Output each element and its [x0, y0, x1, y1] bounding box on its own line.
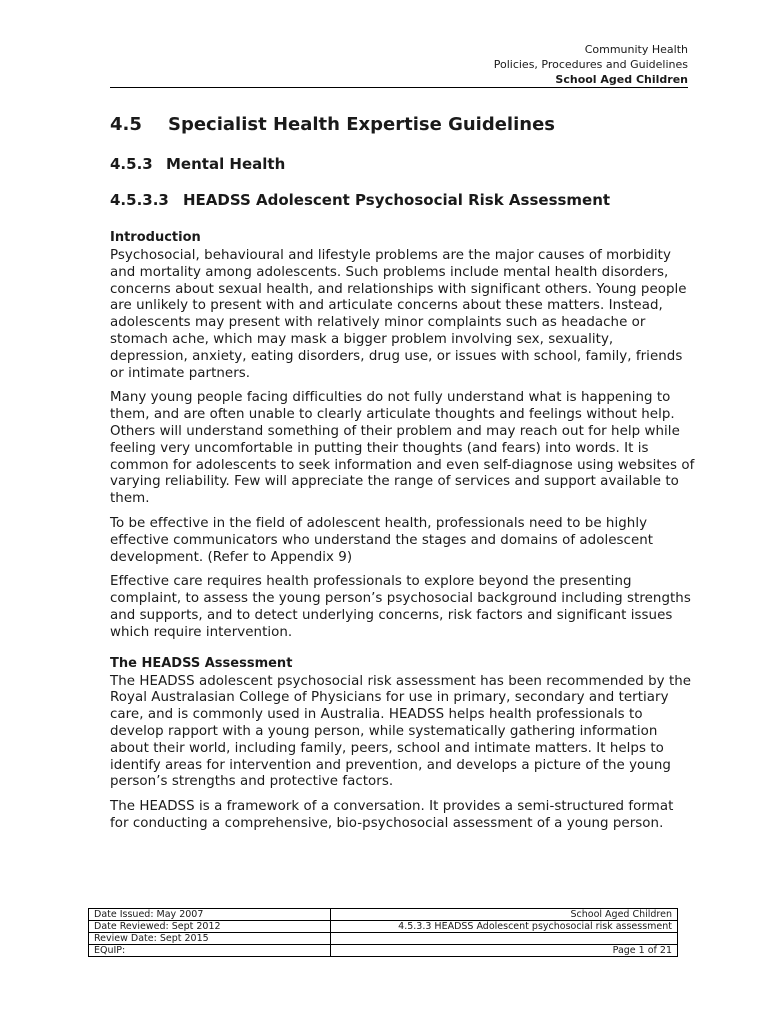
headss-paragraph: The HEADSS adolescent psychosocial risk assessment has been recommended by the Royal Australasian College of Physicians for use in primary, secondary and tertiary care, and is commonly used in Australia. HEADSS helps health professionals to develop rapport with a young person, while systematically gathering information about their world, including family, peers, school and intimate matters. It helps to identify areas for intervention and prevention, and develops a picture of the young person’s strengths and protective factors.	[110, 673, 692, 790]
section-title	[110, 112, 695, 138]
introduction-heading: Introduction	[110, 230, 201, 245]
section-number: 4.5	[110, 114, 142, 135]
section-title-text: Specialist Health Expertise Guidelines	[168, 114, 556, 135]
subsubsection-title	[110, 189, 695, 211]
header-section: School Aged Children	[555, 73, 688, 86]
header-org: Community Health	[584, 43, 688, 56]
headss-paragraph: The HEADSS is a framework of a conversation. It provides a semi-structured format for conducting a comprehensive, bio-psychosocial assessment of a young person.	[110, 799, 674, 831]
subsection-title-text: Mental Health	[166, 155, 286, 173]
introduction-paragraph: Many young people facing difficulties do not fully understand what is happening to them, and are often unable to clearly articulate thoughts and feelings without help. Others will understand something of their problem and may reach out for help while feeling very uncomfortable in putting their thoughts (and fears) into words. It is common for adolescents to seek information and even self-diagnose using websites of varying reliability. Few will appreciate the range of services and support available to them.	[110, 390, 695, 507]
document-body	[110, 112, 695, 841]
footer-section: School Aged Children	[331, 909, 678, 921]
footer-empty-cell	[331, 933, 678, 945]
introduction-paragraph: To be effective in the field of adolescent health, professionals need to be highly effective communicators who understand the stages and domains of adolescent development. (Refer to Appendix 9)	[110, 515, 654, 565]
footer-row	[89, 909, 678, 921]
footer-page-number: Page 1 of 21	[331, 945, 678, 957]
introduction-paragraph: Psychosocial, behavioural and lifestyle problems are the major causes of morbidity and mortality among adolescents. Such problems include mental health disorders, concerns about sexual health, and relationships with significant others. Young people are unlikely to present with and articulate concerns about these matters. Instead, adolescents may present with relatively minor complaints such as headache or stomach ache, which may mask a bigger problem involving sex, sexuality, depression, anxiety, eating disorders, drug use, or issues with school, family, friends or intimate partners.	[110, 248, 687, 381]
footer-table	[88, 908, 678, 957]
footer-review-date: Review Date: Sept 2015	[89, 933, 331, 945]
footer-equip: EQuIP:	[89, 945, 331, 957]
introduction-paragraph: Effective care requires health professionals to explore beyond the presenting complaint, to assess the young person’s psychosocial background including strengths and supports, and to detect underlying concerns, risk factors and significant issues which require intervention.	[110, 574, 691, 640]
subsection-title	[110, 153, 695, 175]
footer-date-reviewed: Date Reviewed: Sept 2012	[89, 921, 331, 933]
footer-row	[89, 921, 678, 933]
subsubsection-number: 4.5.3.3	[110, 191, 169, 209]
footer-doc-title: 4.5.3.3 HEADSS Adolescent psychosocial risk assessment	[331, 921, 678, 933]
footer-date-issued: Date Issued: May 2007	[89, 909, 331, 921]
footer-row	[89, 933, 678, 945]
header-divider	[110, 87, 688, 88]
subsection-number: 4.5.3	[110, 155, 153, 173]
headss-heading: The HEADSS Assessment	[110, 655, 293, 671]
header-doc-type: Policies, Procedures and Guidelines	[493, 58, 688, 71]
subsubsection-title-text: HEADSS Adolescent Psychosocial Risk Assessment	[183, 191, 611, 209]
page-header	[494, 42, 688, 87]
footer-row	[89, 945, 678, 957]
